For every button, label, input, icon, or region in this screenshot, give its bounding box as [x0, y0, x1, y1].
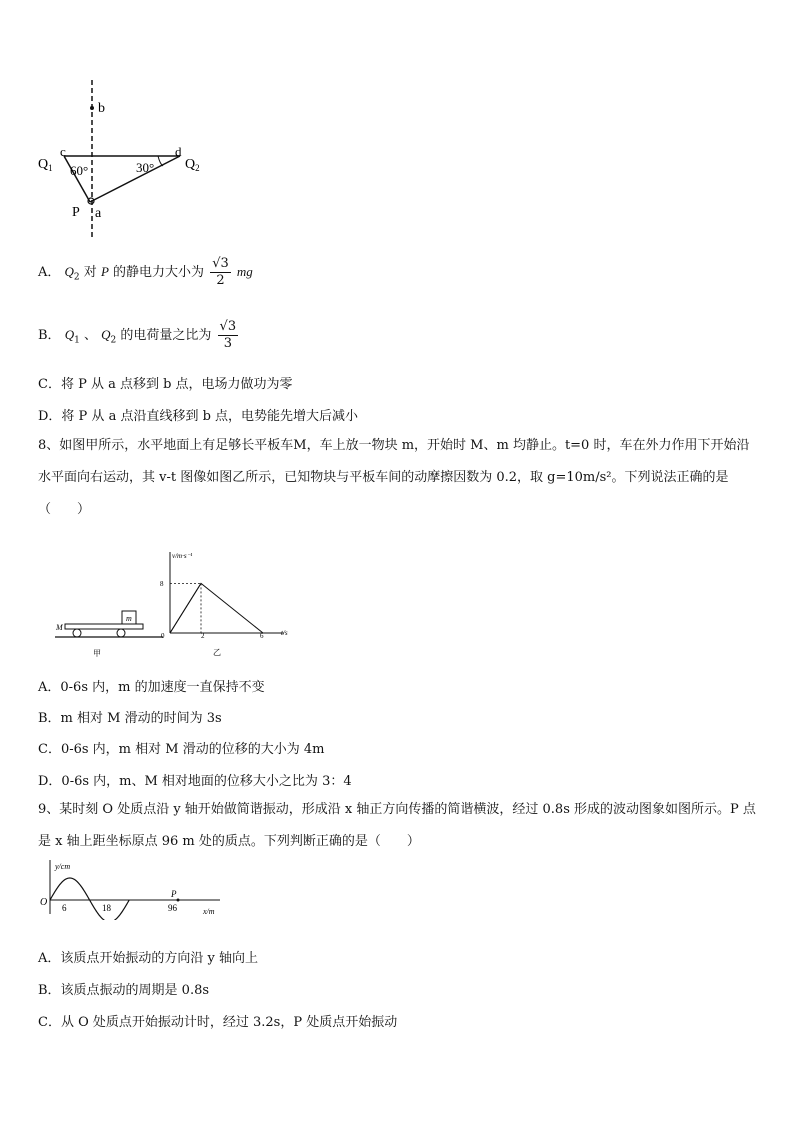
q8-tick-0: 0 — [161, 632, 165, 640]
q9-label-o: O — [40, 897, 48, 908]
q7-figure — [30, 80, 220, 245]
label-a: a — [95, 206, 102, 221]
label-b: b — [98, 101, 105, 116]
label-d: d — [175, 144, 182, 159]
q9-wave-chart — [38, 858, 228, 920]
label-jia: 甲 — [93, 649, 101, 658]
fraction-sqrt3-over-2: $\frac{√3}{2}$ — [212, 256, 229, 288]
q9-axis-y-label: y/cm — [55, 862, 71, 871]
wheel-left — [73, 629, 81, 637]
q8-stem: 8、如图甲所示，水平地面上有足够长平板车M，车上放一物块 m，开始时 M、m 均静止。t=0 时，车在外力作用下开始沿水平面向右运动，其 v-t 图像如图乙所示，已知物块与平板车间的动摩擦因数为 0.2，取 g=10m/s²。下列说法正确的是（ ） — [38, 438, 750, 517]
q8-option-c[interactable]: C．0-6s 内，m 相对 M 滑动的位移的大小为 4m — [38, 742, 325, 757]
q7-option-c[interactable]: C．将 P 从 a 点移到 b 点，电场力做功为零 — [38, 377, 293, 392]
q9-option-c[interactable]: C．从 O 处质点开始振动计时，经过 3.2s，P 处质点开始振动 — [38, 1015, 398, 1030]
label-q2: $Q_2$ — [185, 157, 200, 173]
q8-vt-chart — [160, 548, 300, 658]
q9-wave-curve — [50, 878, 129, 920]
q7-option-d[interactable]: D．将 P 从 a 点沿直线移到 b 点，电势能先增大后减小 — [38, 409, 359, 424]
q9-option-b[interactable]: B．该质点振动的周期是 0.8s — [38, 983, 210, 998]
q8-option-b[interactable]: B．m 相对 M 滑动的时间为 3s — [38, 711, 222, 726]
q8-figure-jia — [55, 600, 165, 660]
label-yi: 乙 — [213, 648, 221, 657]
label-m: m — [126, 614, 132, 623]
q9-tick-96: 96 — [168, 903, 177, 913]
q8-series-2 — [170, 583, 201, 633]
label-p: P — [72, 205, 80, 220]
q9-stem: 9、某时刻 O 处质点沿 y 轴开始做简谐振动，形成沿 x 轴正方向传播的简谐横波，经过 0.8s 形成的波动图象如图所示。P 点是 x 轴上距坐标原点 96 m 处的质点。下列判断正确的是（ ） — [38, 802, 756, 849]
fraction-sqrt3-over-3: $\frac{√3}{3}$ — [219, 319, 237, 351]
q7-option-a[interactable]: A． $Q_2$ 对 P 的静电力大小为 $\frac{√3}{2}$ mg — [38, 256, 253, 288]
label-M: M — [56, 623, 63, 632]
q9-tick-6: 6 — [62, 903, 67, 913]
q8-option-d[interactable]: D．0-6s 内，m、M 相对地面的位移大小之比为 3：4 — [38, 774, 352, 789]
q9-label-p: P — [171, 889, 177, 899]
q9-axis-x-label: x/m — [203, 907, 215, 916]
q8-tick-6: 6 — [260, 632, 264, 640]
q9-tick-18: 18 — [102, 903, 111, 913]
line-da — [90, 156, 180, 202]
q8-series-1 — [170, 583, 263, 633]
q7-option-b[interactable]: B． $Q_1$ 、 $Q_2$ 的电荷量之比为 $\frac{√3}{3}$ — [38, 319, 237, 351]
q8-tick-2: 2 — [201, 632, 205, 640]
q8-axis-t-label: t/s — [281, 629, 288, 637]
q9-option-a[interactable]: A．该质点开始振动的方向沿 y 轴向上 — [38, 951, 258, 966]
angle-60: 60° — [70, 163, 89, 178]
q9-point-p — [177, 899, 180, 902]
point-b — [90, 106, 94, 110]
cart-M — [65, 624, 143, 629]
wheel-right — [117, 629, 125, 637]
q8-tick-8: 8 — [160, 580, 164, 588]
label-q1: $Q_1$ — [38, 157, 53, 173]
angle-30: 30° — [136, 160, 155, 175]
label-c: c — [60, 144, 66, 159]
q8-option-a[interactable]: A．0-6s 内，m 的加速度一直保持不变 — [38, 680, 265, 695]
q8-axis-v-label: v/m·s⁻¹ — [172, 552, 193, 560]
